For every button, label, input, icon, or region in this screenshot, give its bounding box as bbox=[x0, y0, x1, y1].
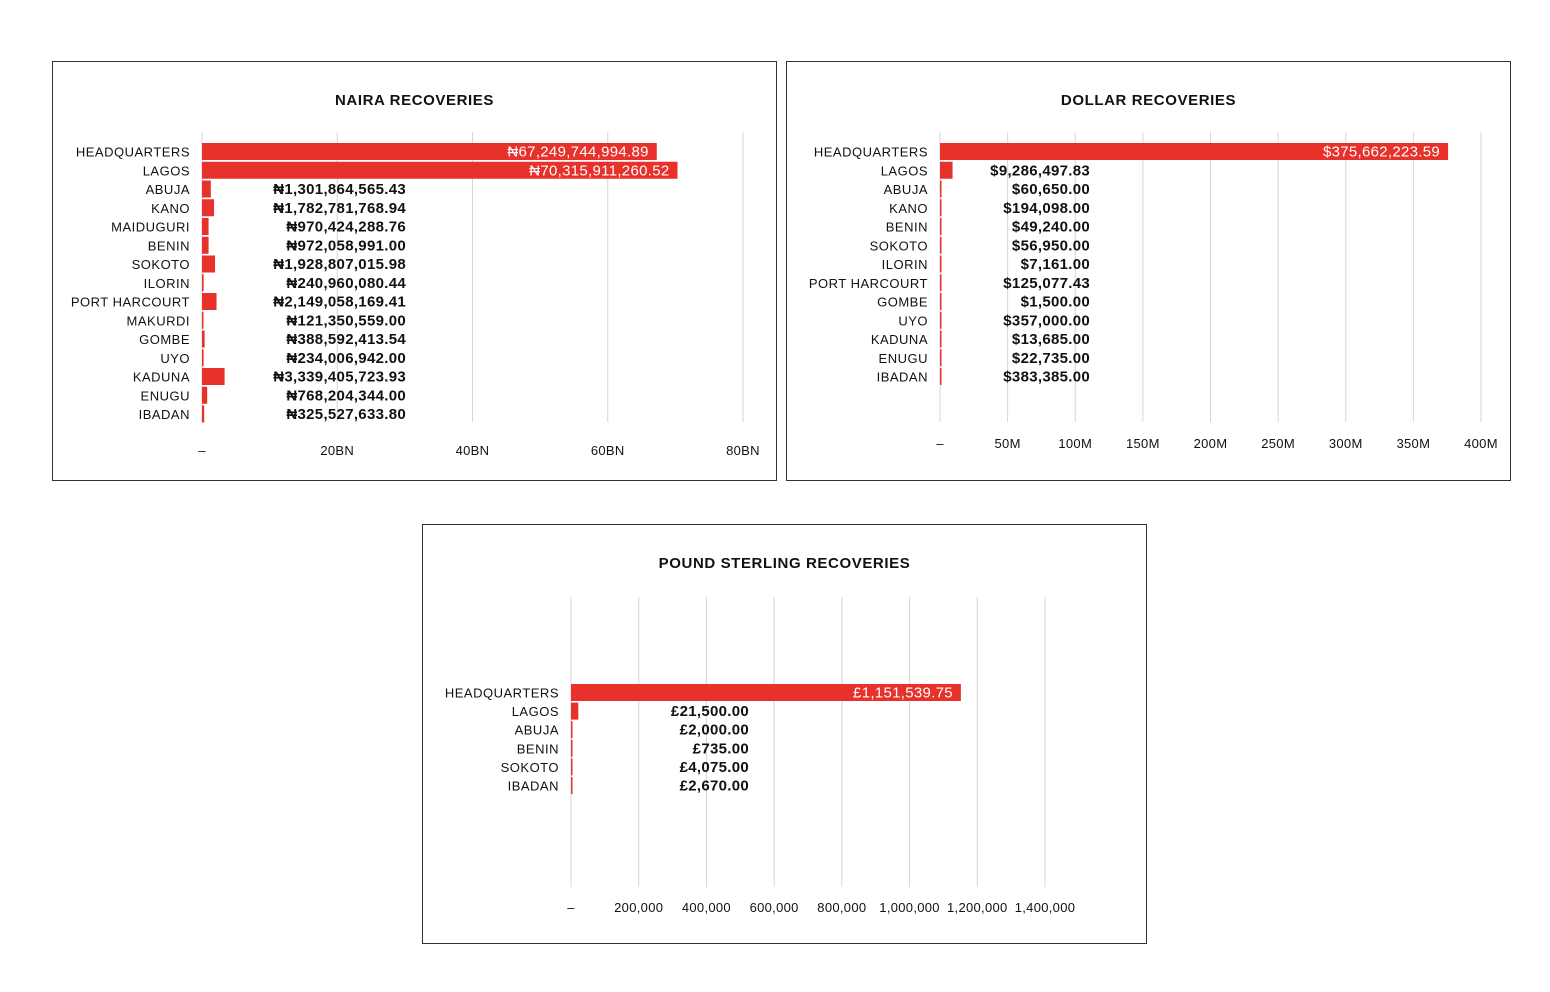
bar bbox=[202, 199, 214, 216]
category-label: GOMBE bbox=[139, 332, 190, 347]
x-tick-label: 150M bbox=[1126, 436, 1160, 451]
category-label: IBADAN bbox=[138, 407, 190, 422]
chart-title: NAIRA RECOVERIES bbox=[334, 92, 495, 109]
bar bbox=[940, 181, 942, 198]
value-label: £735.00 bbox=[692, 740, 749, 758]
x-tick-label: 400M bbox=[1464, 436, 1498, 451]
category-label: ABUJA bbox=[883, 182, 928, 197]
bar bbox=[202, 406, 204, 423]
x-tick-label: 40BN bbox=[455, 443, 490, 458]
category-label: BENIN bbox=[516, 741, 559, 757]
x-tick-label: 400,000 bbox=[681, 900, 731, 915]
value-label: $375,662,223.59 bbox=[1322, 143, 1441, 161]
category-label: MAIDUGURI bbox=[111, 219, 190, 235]
value-label: ₦768,204,344.00 bbox=[286, 387, 406, 405]
value-label: ₦234,006,942.00 bbox=[286, 349, 406, 367]
x-tick-label: 1,200,000 bbox=[947, 900, 1008, 915]
value-label: £4,075.00 bbox=[679, 758, 749, 776]
value-label: ₦972,058,991.00 bbox=[286, 237, 406, 255]
category-label: MAKURDI bbox=[126, 313, 190, 329]
value-label: ₦70,315,911,260.52 bbox=[529, 162, 670, 180]
category-label: IBADAN bbox=[507, 778, 559, 794]
category-label: GOMBE bbox=[877, 294, 928, 310]
bar bbox=[940, 218, 942, 235]
value-label: ₦1,928,807,015.98 bbox=[273, 256, 406, 273]
category-label: ABUJA bbox=[145, 182, 190, 197]
bar bbox=[202, 331, 205, 348]
bar bbox=[940, 256, 942, 273]
value-label: $22,735.00 bbox=[1011, 349, 1090, 367]
value-label: £2,670.00 bbox=[679, 777, 749, 795]
value-label: ₦3,339,405,723.93 bbox=[273, 368, 406, 386]
category-label: HEADQUARTERS bbox=[75, 144, 190, 160]
category-label: LAGOS bbox=[142, 163, 190, 179]
value-label: ₦121,350,559.00 bbox=[286, 312, 406, 330]
value-label: £2,000.00 bbox=[679, 721, 749, 739]
bar bbox=[202, 312, 204, 329]
x-tick-label: 800,000 bbox=[817, 900, 867, 915]
value-label: $60,650.00 bbox=[1011, 181, 1090, 198]
category-label: UYO bbox=[160, 350, 190, 366]
value-label: $1,500.00 bbox=[1020, 293, 1090, 311]
chart-title: DOLLAR RECOVERIES bbox=[1060, 92, 1237, 109]
value-label: ₦67,249,744,994.89 bbox=[507, 143, 649, 161]
category-label: ENUGU bbox=[140, 388, 190, 404]
category-label: KADUNA bbox=[132, 369, 190, 385]
bar bbox=[940, 293, 942, 310]
bar bbox=[940, 331, 942, 348]
value-label: ₦325,527,633.80 bbox=[286, 406, 406, 423]
bar bbox=[202, 387, 207, 404]
value-label: $49,240.00 bbox=[1011, 218, 1090, 236]
bar bbox=[202, 274, 204, 291]
x-tick-label: 200,000 bbox=[614, 900, 664, 915]
category-label: ENUGU bbox=[878, 350, 928, 366]
x-tick-label: 1,400,000 bbox=[1014, 900, 1076, 915]
bar bbox=[940, 274, 942, 291]
bar bbox=[940, 237, 942, 254]
value-label: ₦1,782,781,768.94 bbox=[273, 199, 406, 217]
pound-recoveries-panel bbox=[422, 524, 1147, 944]
category-label: KANO bbox=[151, 200, 190, 216]
category-label: SOKOTO bbox=[500, 759, 559, 775]
category-label: BENIN bbox=[147, 238, 190, 254]
value-label: £21,500.00 bbox=[670, 703, 749, 721]
value-label: ₦2,149,058,169.41 bbox=[273, 293, 406, 311]
value-label: $7,161.00 bbox=[1020, 256, 1090, 273]
bar bbox=[202, 237, 209, 254]
x-tick-label: 1,000,000 bbox=[879, 900, 940, 915]
bar bbox=[571, 740, 573, 757]
value-label: ₦970,424,288.76 bbox=[286, 218, 406, 236]
category-label: SOKOTO bbox=[869, 238, 928, 254]
bar bbox=[940, 162, 953, 179]
value-label: £1,151,539.75 bbox=[853, 684, 953, 702]
bar bbox=[202, 218, 209, 235]
category-label: KANO bbox=[889, 200, 928, 216]
bar bbox=[571, 721, 573, 738]
dollar-recoveries-panel bbox=[786, 61, 1511, 481]
bar bbox=[940, 368, 942, 385]
category-label: KADUNA bbox=[870, 332, 928, 347]
bar bbox=[202, 368, 225, 385]
value-label: $13,685.00 bbox=[1011, 331, 1090, 348]
category-label: UYO bbox=[898, 313, 928, 329]
category-label: BENIN bbox=[885, 219, 928, 235]
category-label: PORT HARCOURT bbox=[70, 294, 190, 310]
dollar-bar-chart bbox=[787, 62, 1510, 480]
bar bbox=[940, 349, 942, 366]
naira-recoveries-panel bbox=[52, 61, 777, 481]
bar bbox=[571, 758, 573, 775]
value-label: ₦240,960,080.44 bbox=[286, 274, 406, 292]
x-tick-label: 80BN bbox=[726, 443, 760, 458]
x-tick-label: 60BN bbox=[590, 443, 625, 458]
x-tick-label: 350M bbox=[1396, 436, 1431, 451]
x-tick-label: 100M bbox=[1058, 436, 1093, 451]
category-label: LAGOS bbox=[511, 704, 559, 720]
value-label: ₦388,592,413.54 bbox=[286, 331, 406, 348]
category-label: LAGOS bbox=[880, 163, 928, 179]
value-label: $56,950.00 bbox=[1011, 237, 1090, 255]
category-label: ILORIN bbox=[881, 257, 928, 272]
x-tick-label: 200M bbox=[1193, 436, 1228, 451]
x-tick-label: 300M bbox=[1328, 436, 1363, 451]
bar bbox=[571, 703, 578, 720]
value-label: $383,385.00 bbox=[1003, 368, 1090, 386]
bar bbox=[940, 312, 942, 329]
x-tick-label: 20BN bbox=[320, 443, 355, 458]
bar bbox=[571, 777, 573, 794]
value-label: ₦1,301,864,565.43 bbox=[273, 181, 406, 198]
naira-bar-chart bbox=[53, 62, 776, 480]
bar bbox=[202, 349, 204, 366]
x-tick-label: – bbox=[567, 900, 575, 915]
category-label: HEADQUARTERS bbox=[813, 144, 928, 160]
value-label: $125,077.43 bbox=[1003, 274, 1090, 292]
bar bbox=[940, 199, 942, 216]
chart-title: POUND STERLING RECOVERIES bbox=[658, 555, 911, 572]
x-tick-label: 50M bbox=[994, 436, 1021, 451]
bar bbox=[202, 293, 217, 310]
value-label: $9,286,497.83 bbox=[990, 162, 1090, 180]
category-label: HEADQUARTERS bbox=[444, 685, 559, 701]
x-tick-label: – bbox=[198, 443, 206, 458]
value-label: $357,000.00 bbox=[1003, 312, 1090, 330]
category-label: IBADAN bbox=[876, 369, 928, 385]
value-label: $194,098.00 bbox=[1003, 199, 1090, 217]
category-label: PORT HARCOURT bbox=[808, 275, 928, 291]
x-tick-label: 600,000 bbox=[749, 900, 799, 915]
category-label: ILORIN bbox=[143, 275, 190, 291]
x-tick-label: – bbox=[936, 436, 944, 451]
category-label: ABUJA bbox=[514, 722, 559, 738]
x-tick-label: 250M bbox=[1261, 436, 1295, 451]
category-label: SOKOTO bbox=[131, 257, 190, 272]
bar bbox=[202, 256, 215, 273]
bar bbox=[202, 181, 211, 198]
pound-bar-chart bbox=[423, 525, 1146, 943]
